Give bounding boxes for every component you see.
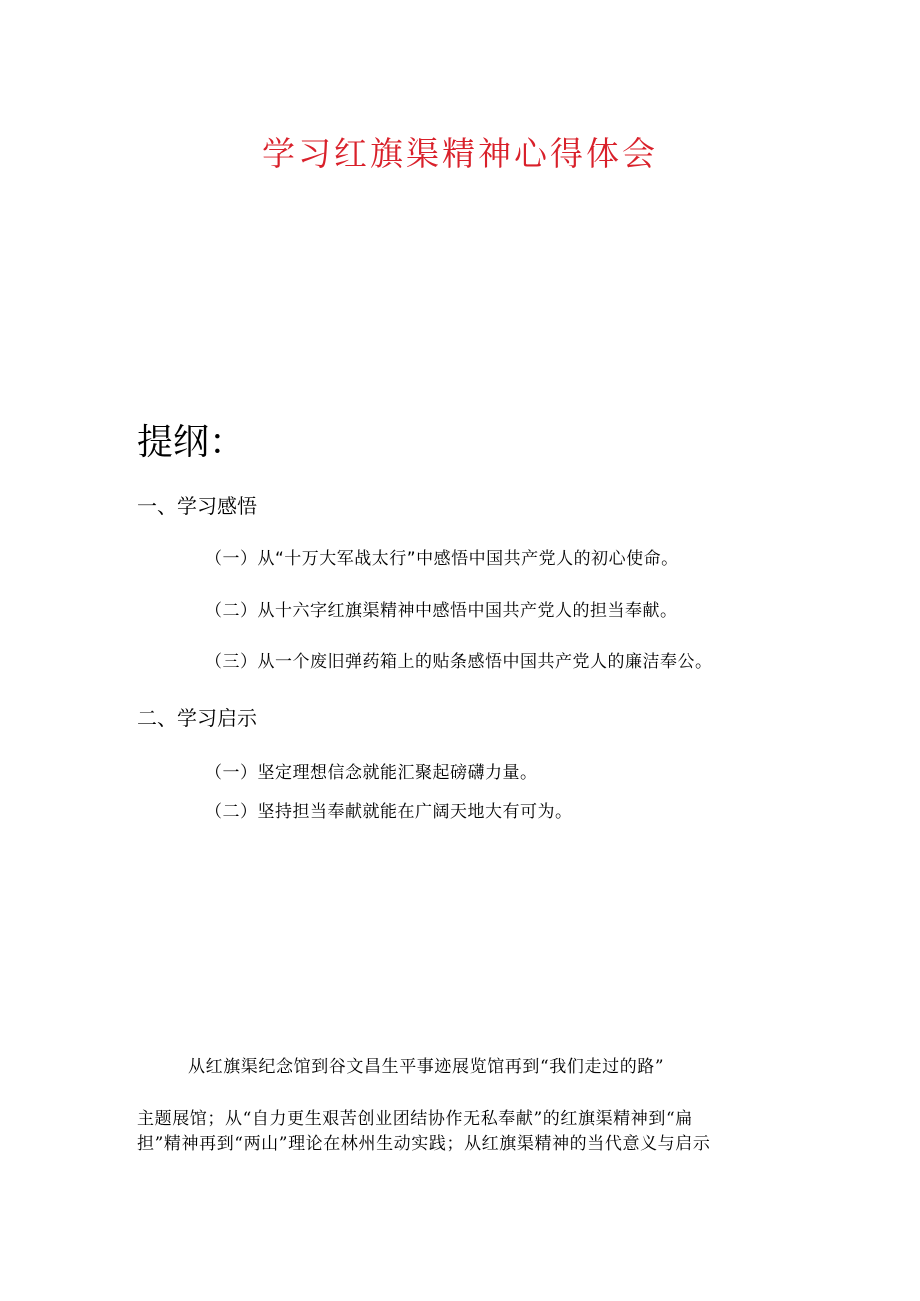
section-2-item-1: （一）坚定理想信念就能汇聚起磅礴力量。	[205, 763, 538, 783]
section-heading-2: 二、学习启示	[137, 706, 257, 730]
document-title: 学习红旗渠精神心得体会	[262, 134, 658, 173]
body-paragraph-line-1: 从红旗渠纪念馆到谷文昌生平事迹展览馆再到“我们走过的路”	[188, 1057, 665, 1077]
body-paragraph-line-2: 主题展馆；从“自力更生艰苦创业团结协作无私奉献”的红旗渠精神到“扁	[137, 1109, 693, 1129]
section-1-item-3: （三）从一个废旧弹药箱上的贴条感悟中国共产党人的廉洁奉公。	[205, 652, 713, 672]
section-1-item-2: （二）从十六字红旗渠精神中感悟中国共产党人的担当奉献。	[205, 601, 678, 621]
section-1-item-1: （一）从“十万大军战太行”中感悟中国共产党人的初心使命。	[205, 549, 679, 569]
body-paragraph-line-3: 担”精神再到“两山”理论在林州生动实践；从红旗渠精神的当代意义与启示	[137, 1134, 711, 1154]
outline-heading: 提纲：	[137, 422, 246, 463]
section-heading-1: 一、学习感悟	[137, 494, 257, 518]
section-2-item-2: （二）坚持担当奉献就能在广阔天地大有可为。	[205, 802, 573, 822]
